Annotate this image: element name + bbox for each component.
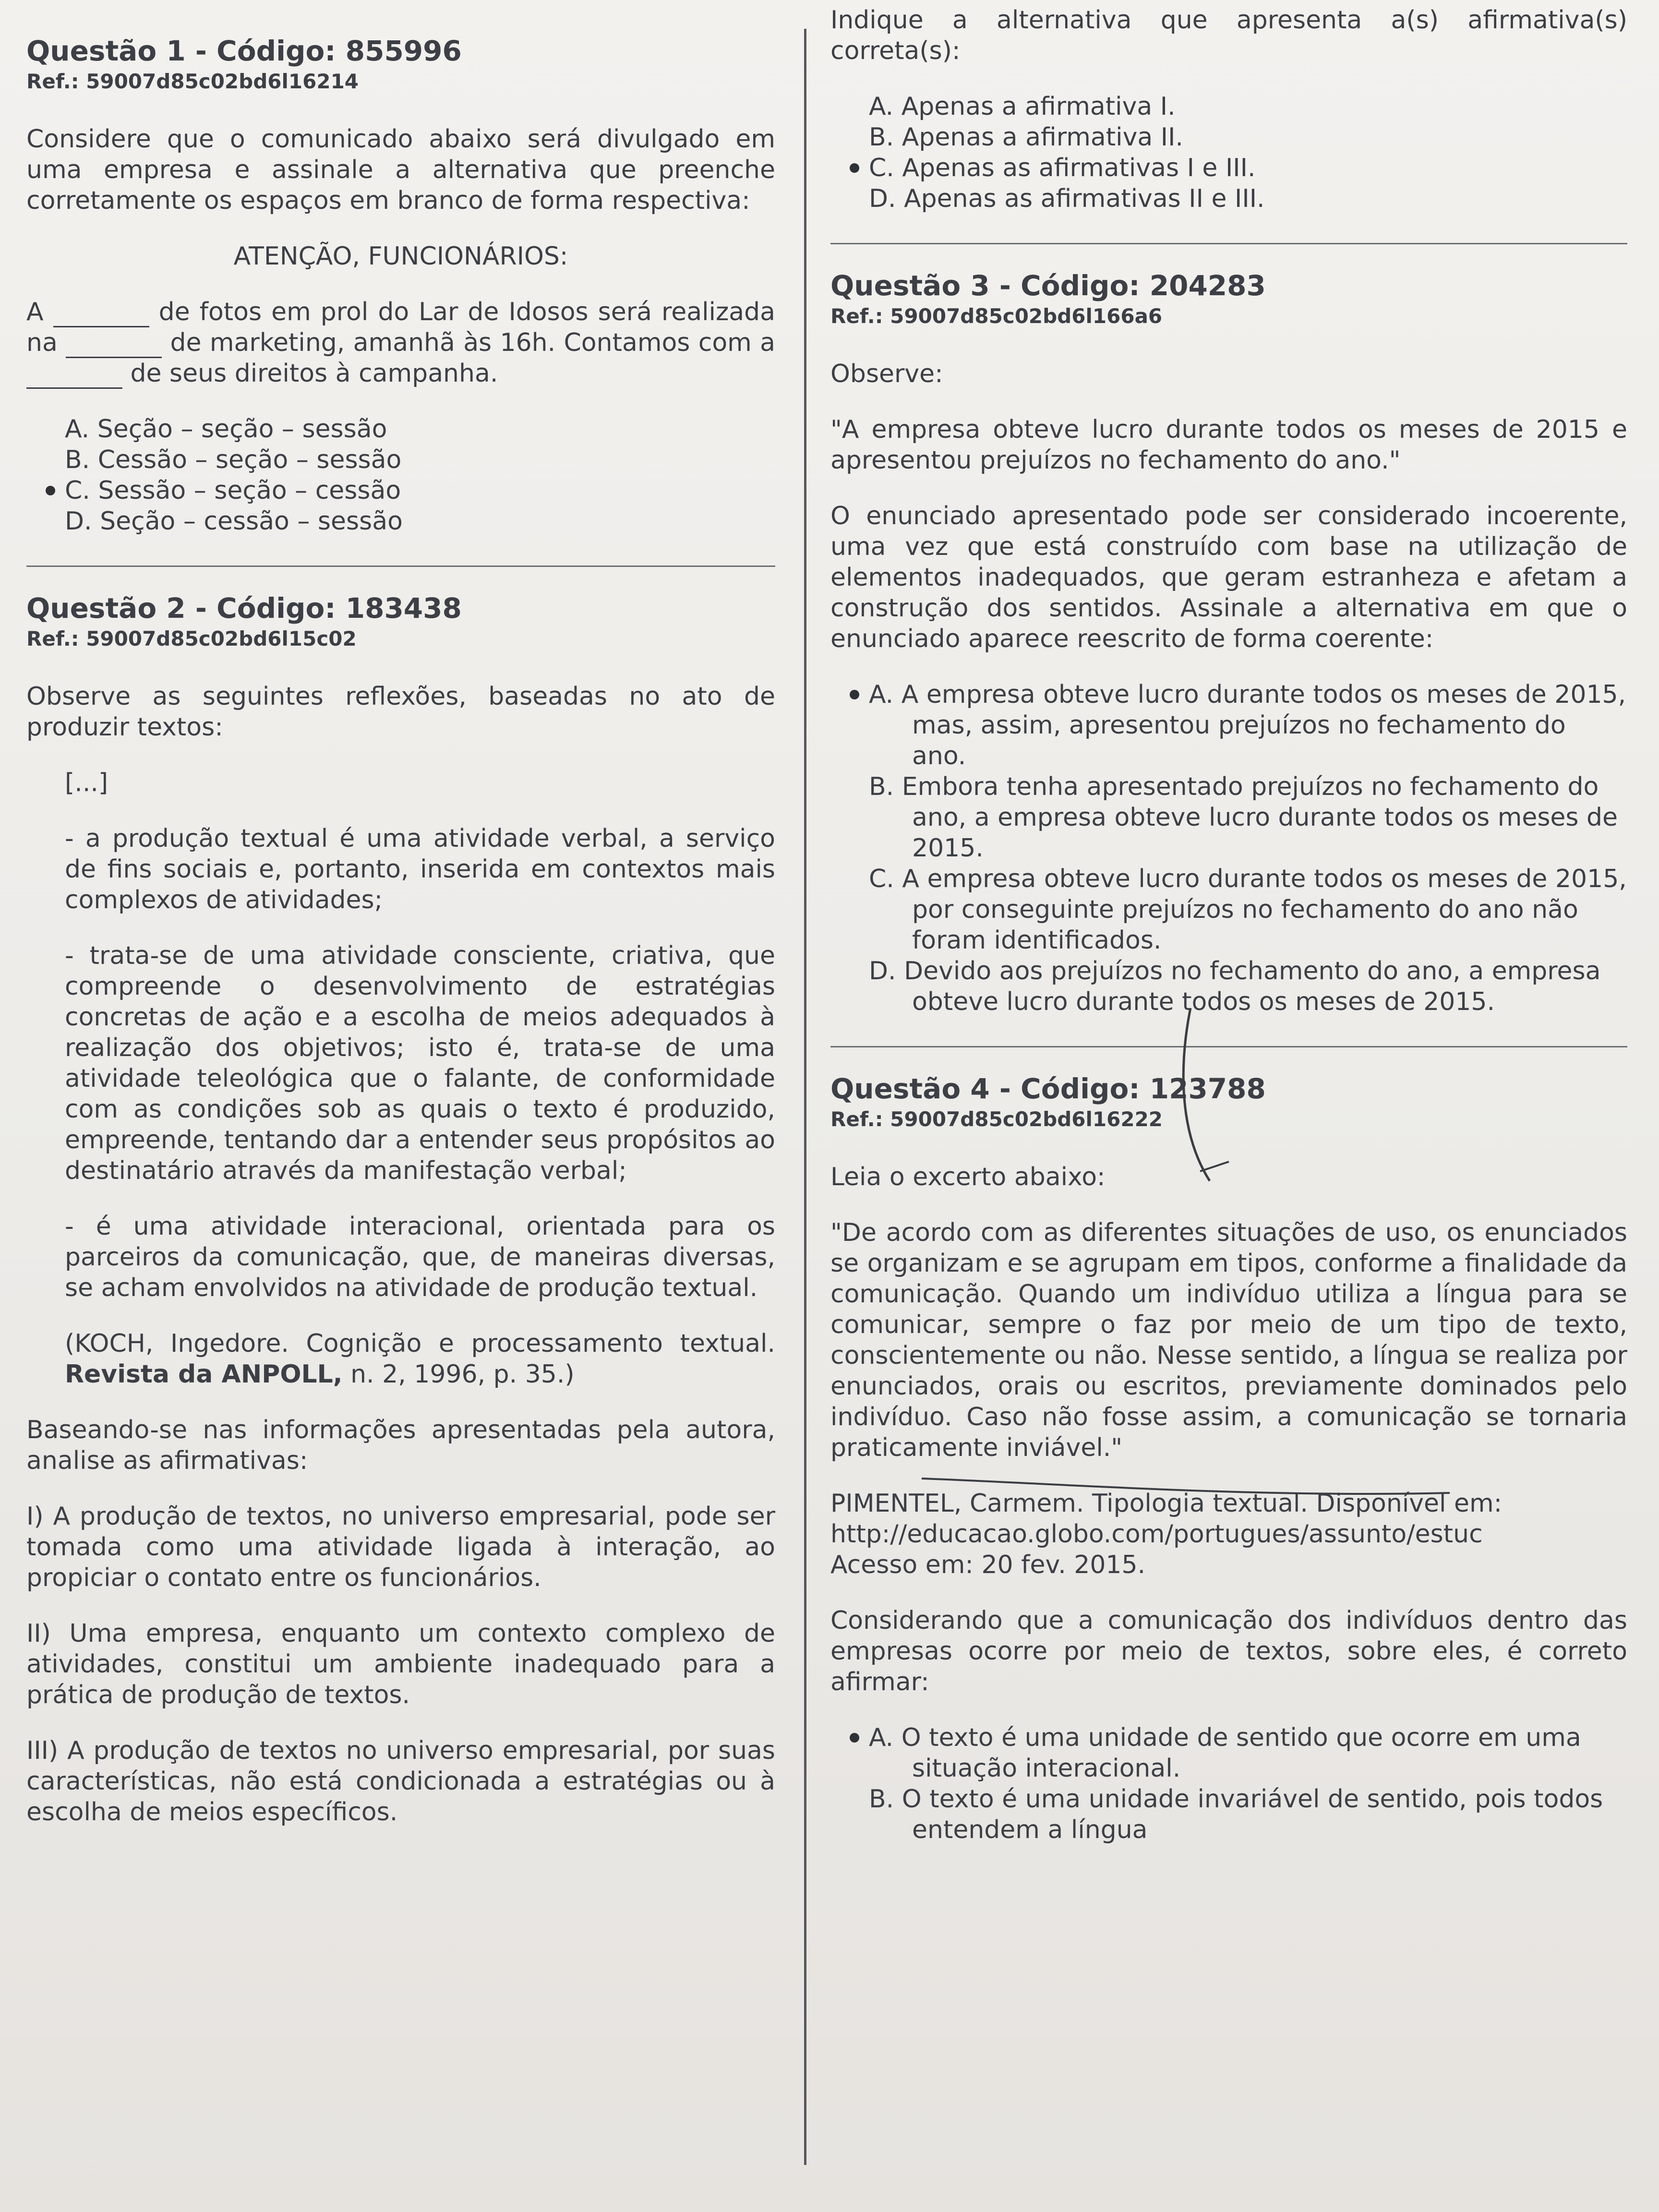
blank-2 xyxy=(66,334,162,358)
question-2-intro: Observe as seguintes reflexões, baseadas no ato de produzir textos: xyxy=(26,682,775,742)
notice-text xyxy=(26,297,775,389)
notice-part-4: de seus direitos à campanha. xyxy=(130,359,498,388)
source-access: Acesso em: 20 fev. 2015. xyxy=(830,1551,1146,1579)
q1-option-a[interactable]: A. Seção – seção – sessão xyxy=(65,415,387,444)
selected-dot-icon xyxy=(46,486,55,495)
notice-part-3: de marketing, amanhã às 16h. Contamos com a xyxy=(170,328,775,357)
q4-option-a-label: A. O texto é uma unidade de sentido que ocorre em uma situação interacional. xyxy=(869,1723,1581,1783)
citation-part-c: n. 2, 1996, p. 35.) xyxy=(350,1360,575,1389)
q2-option-c[interactable] xyxy=(869,153,1627,183)
question-4-title: Questão 4 - Código: 123788 xyxy=(830,1072,1266,1105)
question-2-title: Questão 2 - Código: 183438 xyxy=(26,592,462,625)
separator xyxy=(26,565,775,567)
question-1-options xyxy=(26,414,775,537)
q2-option-a[interactable]: A. Apenas a afirmativa I. xyxy=(869,92,1176,121)
source-line-1: PIMENTEL, Carmem. Tipologia textual. Disponível em: xyxy=(830,1489,1503,1518)
separator xyxy=(830,1046,1627,1047)
selected-dot-icon xyxy=(850,690,859,699)
notice-title: ATENÇÃO, FUNCIONÁRIOS: xyxy=(233,242,568,271)
question-3-options xyxy=(830,679,1627,1017)
source-url: http://educacao.globo.com/portugues/assunto/estuc xyxy=(830,1520,1483,1549)
notice-part-2: de fotos em prol do Lar de Idosos será realizada na xyxy=(26,298,776,357)
question-3-observe: Observe: xyxy=(830,360,943,388)
question-2-options xyxy=(830,91,1627,214)
statement-1: I) A produção de textos, no universo empresarial, pode ser tomada como uma atividade ligada à interação, ao propiciar o contato entre os funcionários. xyxy=(26,1502,775,1592)
reflection-1: - a produção textual é uma atividade verbal, a serviço de fins sociais e, portanto, inserida em contextos mais complexos de atividades; xyxy=(65,824,775,914)
blank-1 xyxy=(53,303,149,327)
q1-option-c-label: C. Sessão – seção – cessão xyxy=(65,476,401,505)
question-4-question: Considerando que a comunicação dos indivíduos dentro das empresas ocorre por meio de textos, sobre eles, é correto afirmar: xyxy=(830,1606,1627,1696)
question-3-title: Questão 3 - Código: 204283 xyxy=(830,269,1266,302)
q4-option-b[interactable]: B. O texto é uma unidade invariável de sentido, pois todos entendem a língua xyxy=(869,1785,1603,1844)
citation xyxy=(26,1328,775,1390)
question-1-title: Questão 1 - Código: 855996 xyxy=(26,35,462,67)
q1-option-d[interactable]: D. Seção – cessão – sessão xyxy=(65,507,403,536)
question-2-analyze: Baseando-se nas informações apresentadas pela autora, analise as afirmativas: xyxy=(26,1416,775,1475)
left-column xyxy=(26,34,775,1852)
separator xyxy=(830,243,1627,244)
question-3-ref: Ref.: 59007d85c02bd6l166a6 xyxy=(830,304,1163,328)
q1-option-b[interactable]: B. Cessão – seção – sessão xyxy=(65,445,402,474)
ellipsis: [...] xyxy=(65,769,108,797)
column-divider xyxy=(804,29,806,2165)
question-2-ref: Ref.: 59007d85c02bd6l15c02 xyxy=(26,627,357,650)
question-4-source xyxy=(830,1488,1627,1580)
selected-dot-icon xyxy=(850,1733,859,1743)
question-4-ref: Ref.: 59007d85c02bd6l16222 xyxy=(830,1107,1163,1131)
question-1-instruction: Considere que o comunicado abaixo será divulgado em uma empresa e assinale a alternativa que preenche corretamente os espaços em branco de forma respectiva: xyxy=(26,125,775,215)
citation-journal: Revista da ANPOLL, xyxy=(65,1360,343,1389)
statement-2: II) Uma empresa, enquanto um contexto complexo de atividades, constitui um ambiente inadequado para a prática de produção de textos. xyxy=(26,1619,775,1709)
q3-option-a[interactable] xyxy=(869,679,1627,771)
q2-option-d[interactable]: D. Apenas as afirmativas II e III. xyxy=(869,184,1265,213)
notice-part-1: A xyxy=(26,298,44,326)
q3-option-b[interactable]: B. Embora tenha apresentado prejuízos no fechamento do ano, a empresa obteve lucro durante todos os meses de 2015. xyxy=(869,772,1618,863)
statement-3: III) A produção de textos no universo empresarial, por suas características, não está condicionada a estratégias ou à escolha de meios específicos. xyxy=(26,1736,775,1827)
right-column xyxy=(830,5,1627,1874)
reflection-2: - trata-se de uma atividade consciente, criativa, que compreende o desenvolvimento de estratégias concretas de ação e a escolha de meios adequados à realização dos objetivos; isto é, trata-se de uma atividade teleológica que o falante, de conformidade com as condições sob as quais o texto é produzido, empreende, tentando dar a entender seus propósitos ao destinatário através da manifestação verbal; xyxy=(65,941,775,1185)
citation-part-a: (KOCH, Ingedore. Cognição e processamento textual. xyxy=(65,1329,775,1358)
question-4-options xyxy=(830,1722,1627,1845)
question-4-intro: Leia o excerto abaixo: xyxy=(830,1163,1106,1191)
question-4-quote: "De acordo com as diferentes situações de uso, os enunciados se organizam e se agrupam em tipos, conforme a finalidade da comunicação. Quando um indivíduo utiliza a língua para se comunicar, sempre o faz por meio de um tipo de texto, conscientemente ou não. Nesse sentido, a língua se realiza por enunciados, orais ou escritos, previamente dominados pelo indivíduo. Caso não fosse assim, a comunicação se tornaria praticamente inviável." xyxy=(830,1218,1627,1462)
q3-option-a-label: A. A empresa obteve lucro durante todos os meses de 2015, mas, assim, apresentou prejuízos no fechamento do ano. xyxy=(869,680,1626,770)
question-2-prompt: Indique a alternativa que apresenta a(s) afirmativa(s) correta(s): xyxy=(830,6,1627,65)
q2-option-b[interactable]: B. Apenas a afirmativa II. xyxy=(869,123,1183,152)
blank-3 xyxy=(26,364,122,389)
question-3-quote: "A empresa obteve lucro durante todos os meses de 2015 e apresentou prejuízos no fechamento do ano." xyxy=(830,415,1627,475)
q1-option-c[interactable] xyxy=(65,475,775,506)
selected-dot-icon xyxy=(850,163,859,173)
question-3-statement: O enunciado apresentado pode ser considerado incoerente, uma vez que está construído com base na utilização de elementos inadequados, que geram estranheza e afetam a construção dos sentidos. Assinale a alternativa em que o enunciado aparece reescrito de forma coerente: xyxy=(830,502,1627,653)
question-1-ref: Ref.: 59007d85c02bd6l16214 xyxy=(26,70,359,93)
q2-option-c-label: C. Apenas as afirmativas I e III. xyxy=(869,154,1256,182)
q3-option-c[interactable]: C. A empresa obteve lucro durante todos os meses de 2015, por conseguinte prejuízos no fechamento do ano não foram identificados. xyxy=(869,865,1627,955)
q3-option-d[interactable]: D. Devido aos prejuízos no fechamento do ano, a empresa obteve lucro durante todos os meses de 2015. xyxy=(869,957,1601,1016)
q4-option-a[interactable] xyxy=(869,1722,1627,1784)
reflection-3: - é uma atividade interacional, orientada para os parceiros da comunicação, que, de maneiras diversas, se acham envolvidos na atividade de produção textual. xyxy=(65,1212,775,1302)
